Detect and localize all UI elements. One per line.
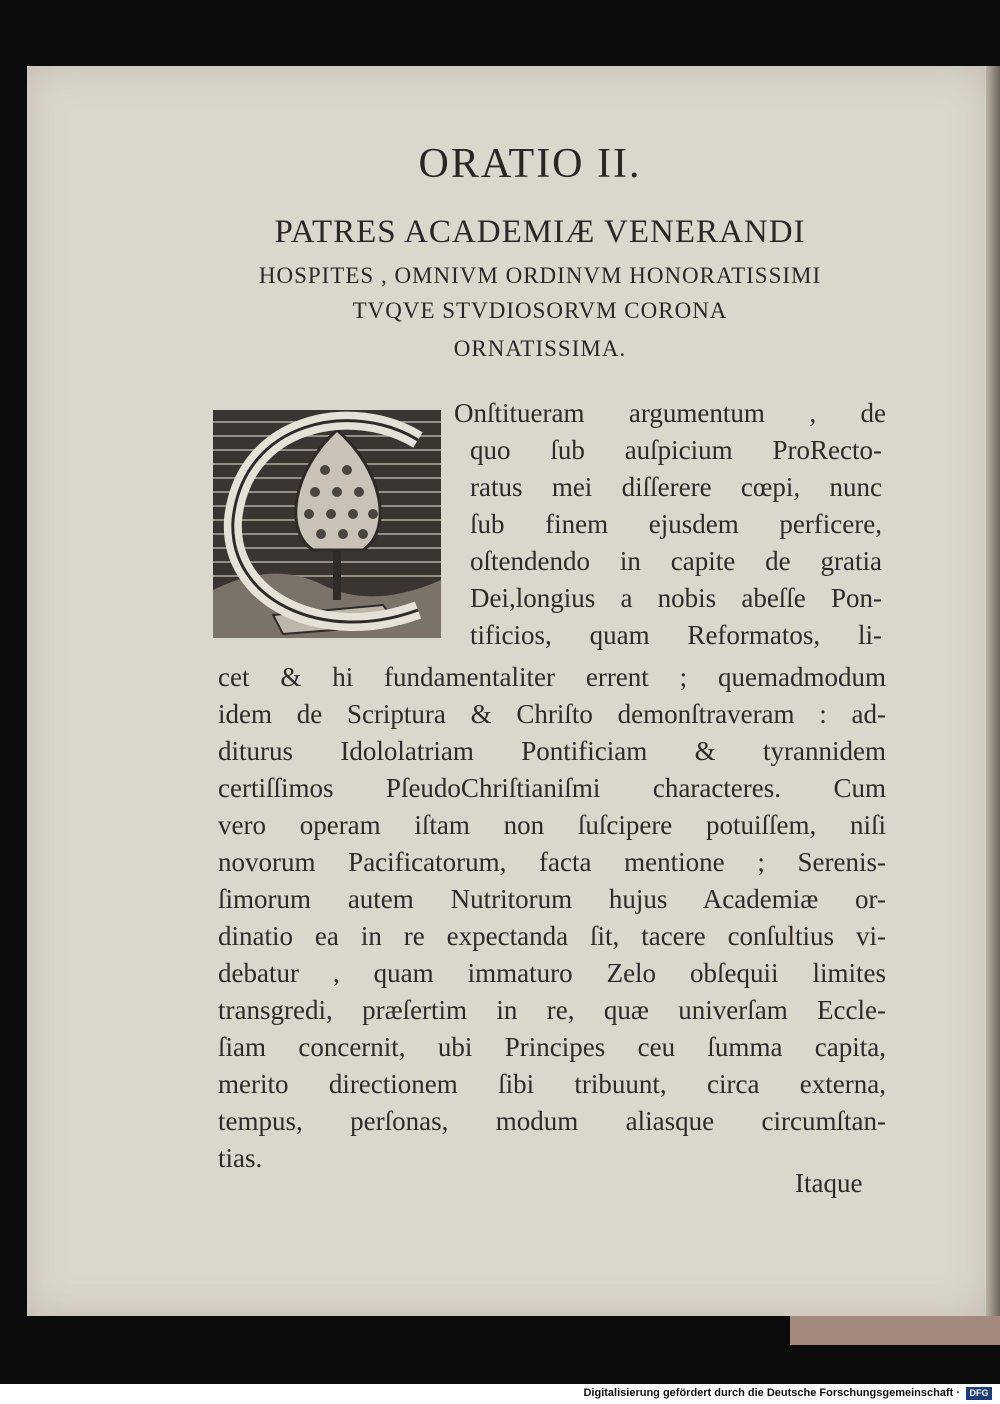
body-line: novorum Pacificatorum, facta mentione ; Serenis- bbox=[218, 847, 886, 877]
body-line: cet & hi fundamentaliter errent ; quemadmodum bbox=[218, 662, 886, 692]
heading-line-1: PATRES ACADEMIÆ VENERANDI bbox=[274, 214, 806, 250]
body-line: Onſtitueram argumentum , de bbox=[454, 398, 886, 428]
body-line: merito directionem ſibi tribuunt, circa externa, bbox=[218, 1069, 886, 1099]
dfg-logo-icon: DFG bbox=[966, 1387, 992, 1400]
body-line: quo ſub auſpicium ProRecto- bbox=[470, 435, 882, 465]
body-line: idem de Scriptura & Chriſto demonſtraveram : ad- bbox=[218, 699, 886, 729]
catchword: Itaque bbox=[795, 1168, 863, 1198]
heading-line-3: TVQVE STVDIOSORVM CORONA bbox=[352, 298, 728, 323]
dfg-credit: Digitalisierung gefördert durch die Deutsche Forschungsgemeinschaft · bbox=[583, 1387, 960, 1399]
body-line: ratus mei diſſerere cœpi, nunc bbox=[470, 472, 882, 502]
body-line: oſtendendo in capite de gratia bbox=[470, 546, 882, 576]
body-line: ſiam concernit, ubi Principes ceu ſumma capita, bbox=[218, 1032, 886, 1062]
body-line: certiſſimos PſeudoChriſtianiſmi characteres. Cum bbox=[218, 773, 886, 803]
book-spine bbox=[986, 66, 1000, 1316]
body-line: transgredi, præſertim in re, quæ univerſam Eccle- bbox=[218, 995, 886, 1025]
body-line: tempus, perſonas, modum aliasque circumſtan- bbox=[218, 1106, 886, 1136]
decorated-initial-c-icon bbox=[213, 410, 441, 638]
body-line: tificios, quam Reformatos, li- bbox=[470, 620, 882, 650]
body-line: ſimorum autem Nutritorum hujus Academiæ or- bbox=[218, 884, 886, 914]
body-line: ſub finem ejusdem perficere, bbox=[470, 509, 882, 539]
body-line: vero operam iſtam non ſuſcipere potuiſſem, niſi bbox=[218, 810, 886, 840]
heading-line-2: HOSPITES , OMNIVM ORDINVM HONORATISSIMI bbox=[258, 263, 822, 288]
heading-line-4: ORNATISSIMA. bbox=[453, 336, 627, 361]
body-line: dinatio ea in re expectanda ſit, tacere conſultius vi- bbox=[218, 921, 886, 951]
footer-bar bbox=[0, 1384, 1000, 1404]
body-line: Dei,longius a nobis abeſſe Pon- bbox=[470, 583, 882, 613]
page-title: ORATIO II. bbox=[418, 141, 642, 187]
body-line: tias. bbox=[218, 1143, 263, 1173]
body-line: debatur , quam immaturo Zelo obſequii limites bbox=[218, 958, 886, 988]
body-line: diturus Idololatriam Pontificiam & tyrannidem bbox=[218, 736, 886, 766]
